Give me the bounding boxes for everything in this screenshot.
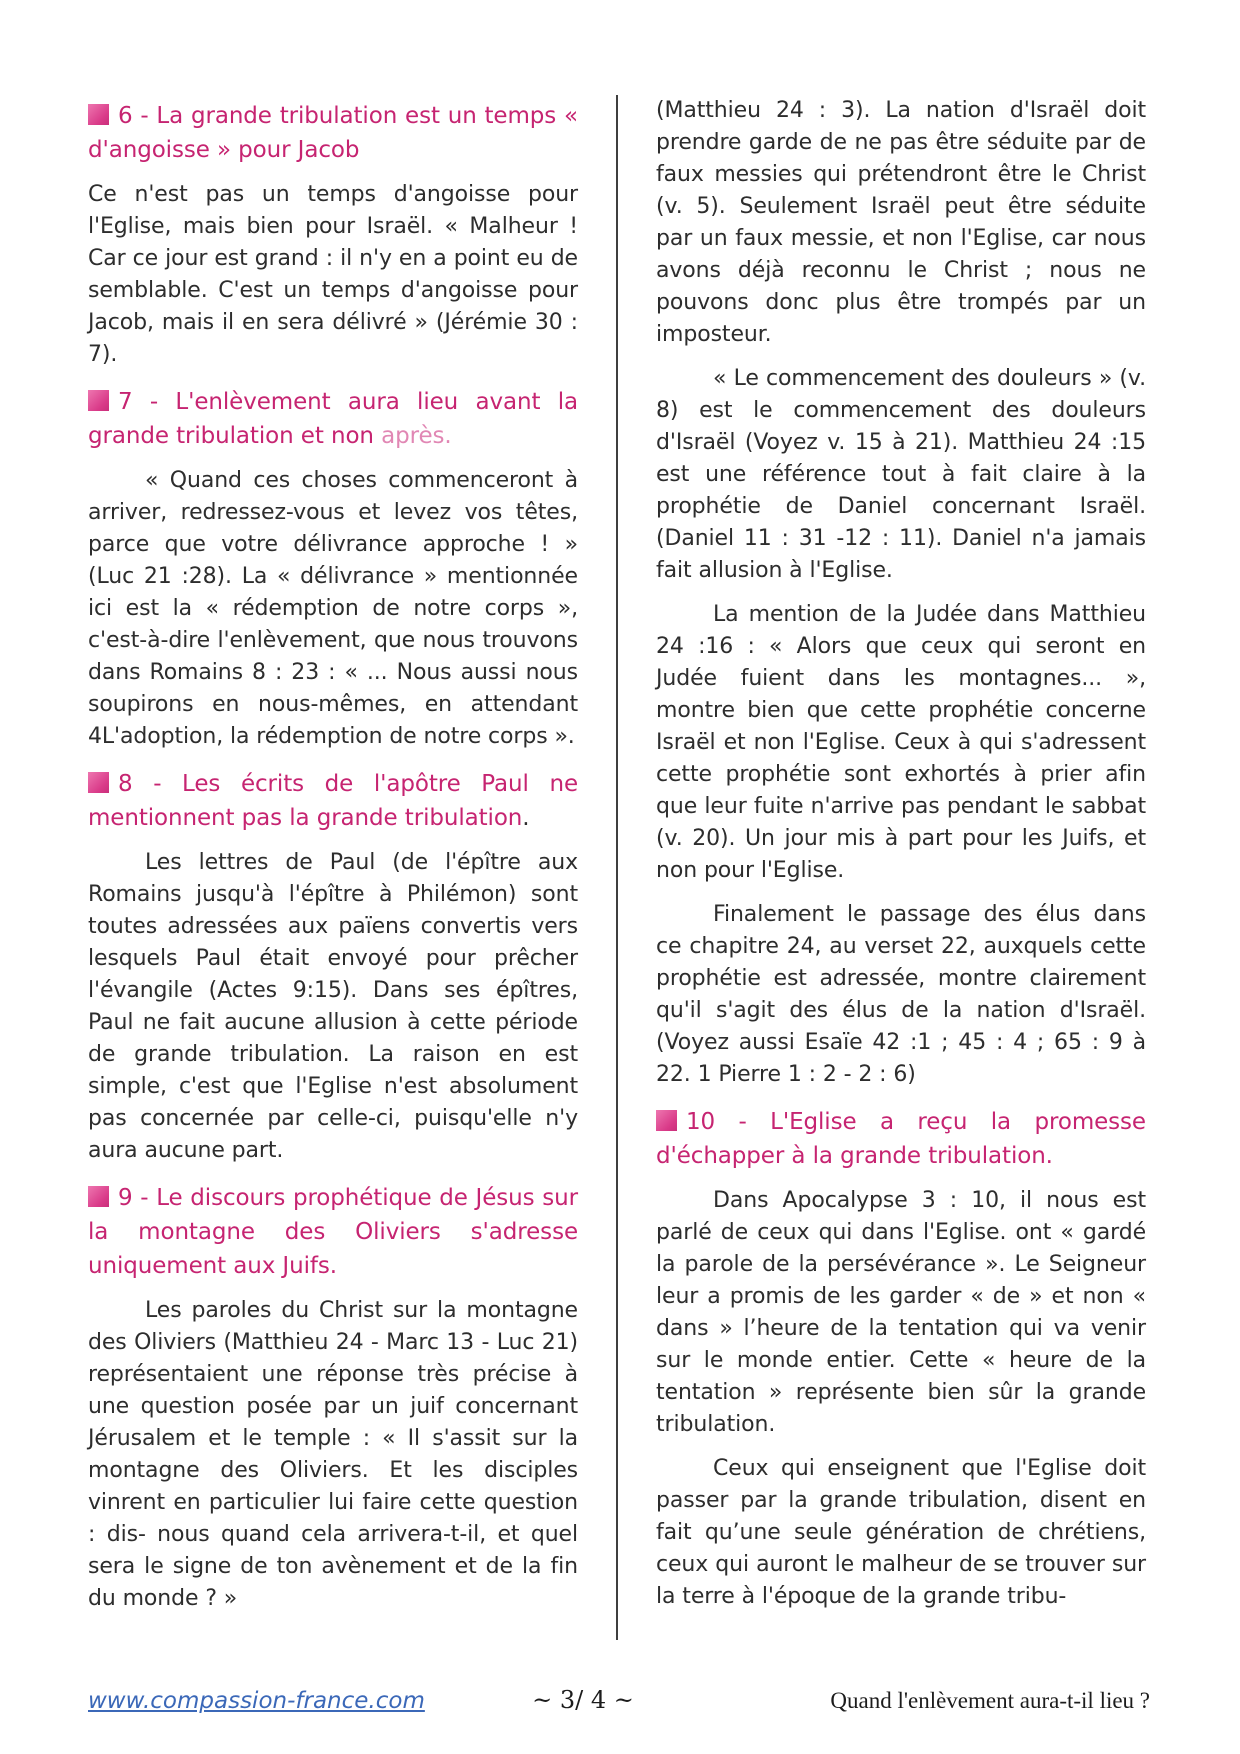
paragraph: La mention de la Judée dans Matthieu 24 :16 : « Alors que ceux qui seront en Judée fuient dans les montagnes... », montre bien que cette prophétie concerne Israël et non l'Eglise. Ceux à qui s'adressent cette prophétie sont exhortés à prier afin que leur fuite n'arrive pas pendant le sabbat (v. 20). Un jour mis à part pour les Juifs, et non pour l'Eglise. bbox=[656, 602, 1146, 883]
paragraph: « Le commencement des douleurs » (v. 8) est le commencement des douleurs d'Israël (Voyez v. 15 à 21). Matthieu 24 :15 est une référence tout à fait claire à la prophétie de Daniel concernant Israël. (Daniel 11 : 31 -12 : 11). Daniel n'a jamais fait allusion à l'Eglise. bbox=[656, 366, 1146, 583]
paragraph: Ce n'est pas un temps d'angoisse pour l'Eglise, mais bien pour Israël. « Malheur ! Car ce jour est grand : il n'y en a point eu de semblable. C'est un temps d'angoisse pour Jacob, mais il en sera délivré » (Jérémie 30 : 7). bbox=[88, 182, 578, 367]
footer-document-title: Quand l'enlèvement aura-t-il lieu ? bbox=[830, 1688, 1151, 1713]
section-heading-10 bbox=[656, 1105, 1146, 1173]
paragraph: Les paroles du Christ sur la montagne des Oliviers (Matthieu 24 - Marc 13 - Luc 21) représentaient une réponse très précise à une question posée par un juif concernant Jérusalem et le temple : « Il s'assit sur la montagne des Oliviers. Et les disciples vinrent en particulier lui faire cette question : dis- nous quand cela arrivera-t-il, et quel sera le signe de ton avènement et de la fin du monde ? » bbox=[88, 1298, 578, 1611]
bullet-square-icon bbox=[88, 772, 109, 793]
column-gutter bbox=[578, 95, 656, 1640]
heading-text: 10 - L'Eglise a reçu la promesse d'échapper à la grande tribulation. bbox=[656, 1109, 1146, 1169]
paragraph: Les lettres de Paul (de l'épître aux Romains jusqu'à l'épître à Philémon) sont toutes adressées aux païens convertis vers lesquels Paul était envoyé pour prêcher l'évangile (Actes 9:15). Dans ses épîtres, Paul ne fait aucune allusion à cette période de grande tribulation. La raison en est simple, c'est que l'Eglise n'est absolument pas concernée par celle-ci, puisqu'elle n'y aura aucune part. bbox=[88, 850, 578, 1163]
text-columns bbox=[88, 95, 1146, 1640]
section-heading-7 bbox=[88, 385, 578, 453]
heading-text: 9 - Le discours prophétique de Jésus sur la montagne des Oliviers s'adresse uniquement aux Juifs. bbox=[88, 1185, 578, 1279]
bullet-square-icon bbox=[88, 104, 109, 125]
paragraph: Ceux qui enseignent que l'Eglise doit passer par la grande tribulation, disent en fait qu’une seule génération de chrétiens, ceux qui auront le malheur de se trouver sur la terre à l'époque de la grande tribu- bbox=[656, 1456, 1146, 1609]
heading-text: 6 - La grande tribulation est un temps « d'angoisse » pour Jacob bbox=[88, 103, 578, 163]
section-heading-8 bbox=[88, 767, 578, 835]
page-footer bbox=[88, 1686, 1150, 1714]
heading-text-dark: . bbox=[522, 805, 530, 831]
footer-website-link[interactable]: www.compassion-france.com bbox=[88, 1688, 425, 1714]
column-divider-line bbox=[616, 95, 618, 1640]
section-heading-9 bbox=[88, 1181, 578, 1283]
bullet-square-icon bbox=[88, 390, 109, 411]
paragraph: Finalement le passage des élus dans ce chapitre 24, au verset 22, auxquels cette prophétie est adressée, montre clairement qu'il s'agit des élus de la nation d'Israël. (Voyez aussi Esaïe 42 :1 ; 45 : 4 ; 65 : 9 à 22. 1 Pierre 1 : 2 - 2 : 6) bbox=[656, 902, 1146, 1087]
bullet-square-icon bbox=[88, 1186, 109, 1207]
paragraph: (Matthieu 24 : 3). La nation d'Israël doit prendre garde de ne pas être séduite par de faux messies qui prétendront être le Christ (v. 5). Seulement Israël peut être séduite par un faux messie, et non l'Eglise, car nous avons déjà reconnu le Christ ; nous ne pouvons donc plus être trompés par un imposteur. bbox=[656, 98, 1146, 347]
bullet-square-icon bbox=[656, 1110, 677, 1131]
section-heading-6 bbox=[88, 99, 578, 167]
heading-text-light: après. bbox=[381, 423, 452, 449]
heading-text: 8 - Les écrits de l'apôtre Paul ne mentionnent pas la grande tribulation bbox=[88, 771, 578, 831]
paragraph: Dans Apocalypse 3 : 10, il nous est parlé de ceux qui dans l'Eglise. ont « gardé la parole de la persévérance ». Le Seigneur leur a promis de les garder « de » et non « dans » l’heure de la tentation qui va venir sur le monde entier. Cette « heure de la tentation » représente bien sûr la grande tribulation. bbox=[656, 1188, 1146, 1437]
left-column bbox=[88, 95, 578, 1640]
right-column bbox=[656, 95, 1146, 1640]
paragraph: « Quand ces choses commenceront à arriver, redressez-vous et levez vos têtes, parce que votre délivrance approche ! » (Luc 21 :28). La « délivrance » mentionnée ici est la « rédemption de notre corps », c'est-à-dire l'enlèvement, que nous trouvons dans Romains 8 : 23 : « ... Nous aussi nous soupirons en nous-mêmes, en attendant 4L'adoption, la rédemption de notre corps ». bbox=[88, 468, 578, 749]
page-number: ~ 3/ 4 ~ bbox=[532, 1686, 634, 1714]
heading-text: 7 - L'enlèvement aura lieu avant la grande tribulation et non bbox=[88, 389, 578, 449]
